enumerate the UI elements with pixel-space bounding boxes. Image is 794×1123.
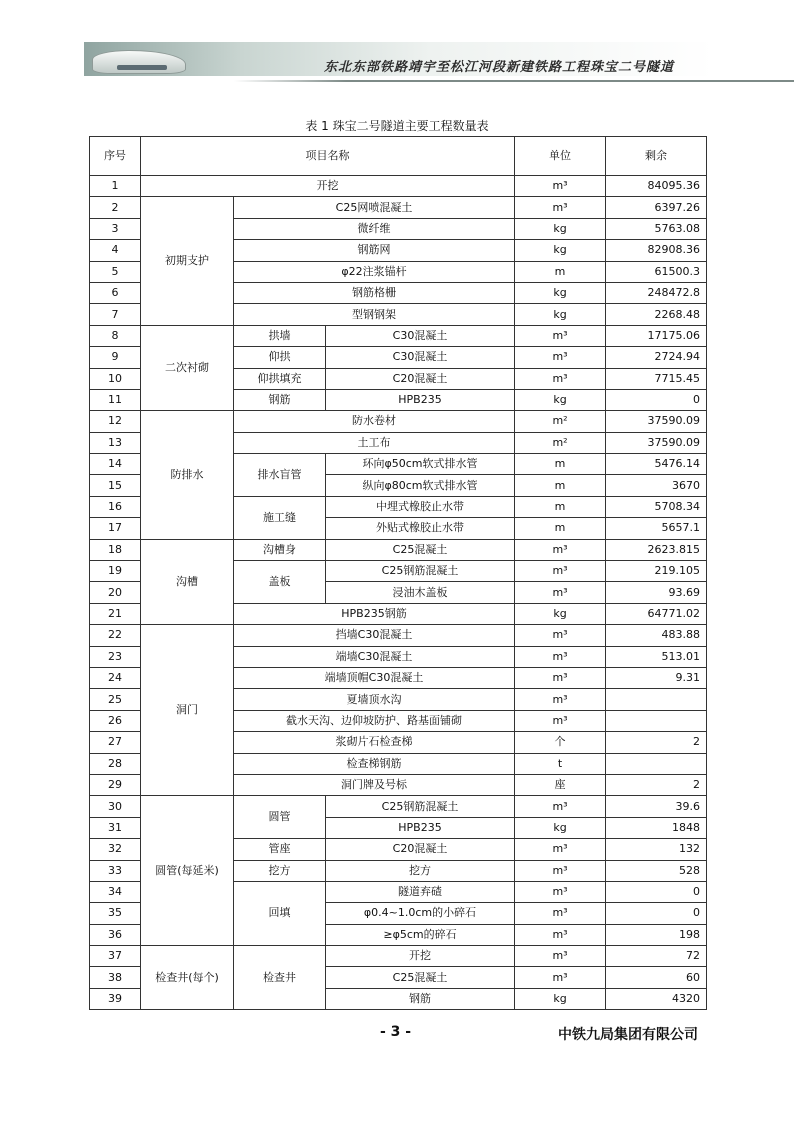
table-header-row xyxy=(90,137,707,176)
row-no: 22 xyxy=(90,625,141,646)
remaining: 60 xyxy=(606,967,707,988)
remaining: 3670 xyxy=(606,475,707,496)
col-header-no: 序号 xyxy=(90,137,141,176)
unit: m xyxy=(515,496,606,517)
unit: m³ xyxy=(515,561,606,582)
unit: 座 xyxy=(515,774,606,795)
item-material: 隧道弃碴 xyxy=(326,881,515,902)
row-no: 14 xyxy=(90,454,141,475)
item-material: HPB235 xyxy=(326,817,515,838)
item-material: ≥φ5cm的碎石 xyxy=(326,924,515,945)
row-no: 1 xyxy=(90,176,141,197)
row-no: 23 xyxy=(90,646,141,667)
unit: m³ xyxy=(515,646,606,667)
row-no: 33 xyxy=(90,860,141,881)
remaining xyxy=(606,710,707,731)
remaining: 2 xyxy=(606,732,707,753)
subgroup-label: 盖板 xyxy=(234,561,326,604)
remaining: 5476.14 xyxy=(606,454,707,475)
unit: m² xyxy=(515,432,606,453)
item-name: 端墙C30混凝土 xyxy=(234,646,515,667)
remaining xyxy=(606,689,707,710)
unit: m³ xyxy=(515,689,606,710)
item-material: 外贴式橡胶止水带 xyxy=(326,518,515,539)
item-material: 纵向φ80cm软式排水管 xyxy=(326,475,515,496)
item-part: 沟槽身 xyxy=(234,539,326,560)
row-no: 39 xyxy=(90,988,141,1009)
item-material: 环向φ50cm软式排水管 xyxy=(326,454,515,475)
row-no: 18 xyxy=(90,539,141,560)
group-label: 检查井(每个) xyxy=(141,946,234,1010)
item-name: HPB235钢筋 xyxy=(234,603,515,624)
unit: m xyxy=(515,261,606,282)
row-no: 7 xyxy=(90,304,141,325)
group-label: 防排水 xyxy=(141,411,234,539)
row-no: 5 xyxy=(90,261,141,282)
row-no: 34 xyxy=(90,881,141,902)
col-header-item: 项目名称 xyxy=(141,137,515,176)
item-part: 钢筋 xyxy=(234,389,326,410)
group-label: 二次衬砌 xyxy=(141,325,234,411)
row-no: 19 xyxy=(90,561,141,582)
remaining xyxy=(606,753,707,774)
unit: kg xyxy=(515,218,606,239)
remaining: 219.105 xyxy=(606,561,707,582)
remaining: 39.6 xyxy=(606,796,707,817)
remaining: 513.01 xyxy=(606,646,707,667)
subgroup-label: 排水盲管 xyxy=(234,454,326,497)
remaining: 72 xyxy=(606,946,707,967)
item-part: 仰拱 xyxy=(234,347,326,368)
subgroup-label: 圆管 xyxy=(234,796,326,839)
table-row xyxy=(90,539,707,560)
table-row xyxy=(90,176,707,197)
row-no: 37 xyxy=(90,946,141,967)
unit: kg xyxy=(515,988,606,1009)
header-title: 东北东部铁路靖宇至松江河段新建铁路工程珠宝二号隧道 xyxy=(323,60,674,75)
item-material: 开挖 xyxy=(326,946,515,967)
item-material: C20混凝土 xyxy=(326,839,515,860)
unit: m³ xyxy=(515,839,606,860)
remaining: 61500.3 xyxy=(606,261,707,282)
item-name: 土工布 xyxy=(234,432,515,453)
group-label: 洞门 xyxy=(141,625,234,796)
unit: m xyxy=(515,454,606,475)
unit: m³ xyxy=(515,582,606,603)
item-name: 防水卷材 xyxy=(234,411,515,432)
item-name: 挡墙C30混凝土 xyxy=(234,625,515,646)
row-no: 4 xyxy=(90,240,141,261)
table-caption: 表 1 珠宝二号隧道主要工程数量表 xyxy=(305,119,489,133)
unit: m³ xyxy=(515,924,606,945)
unit: m³ xyxy=(515,347,606,368)
row-no: 36 xyxy=(90,924,141,945)
header-divider xyxy=(234,80,794,82)
unit: m³ xyxy=(515,967,606,988)
row-no: 24 xyxy=(90,667,141,688)
row-no: 17 xyxy=(90,518,141,539)
unit: m³ xyxy=(515,325,606,346)
table-row xyxy=(90,946,707,967)
remaining: 2 xyxy=(606,774,707,795)
unit: m xyxy=(515,475,606,496)
item-material: 中埋式橡胶止水带 xyxy=(326,496,515,517)
subgroup-label: 检查井 xyxy=(234,946,326,1010)
remaining: 9.31 xyxy=(606,667,707,688)
remaining: 248472.8 xyxy=(606,282,707,303)
remaining: 7715.45 xyxy=(606,368,707,389)
item-material: C25钢筋混凝土 xyxy=(326,561,515,582)
table-row xyxy=(90,796,707,817)
item-part: 仰拱填充 xyxy=(234,368,326,389)
item-name: 浆砌片石检查梯 xyxy=(234,732,515,753)
page-number: - 3 - xyxy=(380,1024,412,1040)
table-row xyxy=(90,411,707,432)
item-material: HPB235 xyxy=(326,389,515,410)
item-name: 夏墙顶水沟 xyxy=(234,689,515,710)
row-no: 9 xyxy=(90,347,141,368)
remaining: 0 xyxy=(606,881,707,902)
group-label: 圆管(每延米) xyxy=(141,796,234,946)
remaining: 0 xyxy=(606,903,707,924)
unit: 个 xyxy=(515,732,606,753)
remaining: 6397.26 xyxy=(606,197,707,218)
item-material: C25钢筋混凝土 xyxy=(326,796,515,817)
unit: kg xyxy=(515,817,606,838)
group-label: 初期支护 xyxy=(141,197,234,325)
item-name: 开挖 xyxy=(141,176,515,197)
unit: m² xyxy=(515,411,606,432)
item-name: 截水天沟、边仰坡防护、路基面铺砌 xyxy=(234,710,515,731)
item-name: 洞门牌及号标 xyxy=(234,774,515,795)
table-row xyxy=(90,197,707,218)
unit: m³ xyxy=(515,667,606,688)
col-header-unit: 单位 xyxy=(515,137,606,176)
item-material: C30混凝土 xyxy=(326,347,515,368)
col-header-remaining: 剩余 xyxy=(606,137,707,176)
item-material: φ0.4~1.0cm的小碎石 xyxy=(326,903,515,924)
row-no: 20 xyxy=(90,582,141,603)
quantity-table xyxy=(89,136,707,1010)
row-no: 16 xyxy=(90,496,141,517)
unit: m³ xyxy=(515,710,606,731)
row-no: 35 xyxy=(90,903,141,924)
subgroup-label: 施工缝 xyxy=(234,496,326,539)
unit: kg xyxy=(515,389,606,410)
remaining: 17175.06 xyxy=(606,325,707,346)
remaining: 93.69 xyxy=(606,582,707,603)
unit: m³ xyxy=(515,176,606,197)
item-material: C25混凝土 xyxy=(326,539,515,560)
remaining: 64771.02 xyxy=(606,603,707,624)
remaining: 5708.34 xyxy=(606,496,707,517)
unit: m xyxy=(515,518,606,539)
company-name: 中铁九局集团有限公司 xyxy=(558,1027,698,1043)
item-name: 钢筋网 xyxy=(234,240,515,261)
row-no: 2 xyxy=(90,197,141,218)
remaining: 2724.94 xyxy=(606,347,707,368)
remaining: 1848 xyxy=(606,817,707,838)
row-no: 25 xyxy=(90,689,141,710)
item-material: 钢筋 xyxy=(326,988,515,1009)
unit: m³ xyxy=(515,796,606,817)
item-name: 检查梯钢筋 xyxy=(234,753,515,774)
item-material: C30混凝土 xyxy=(326,325,515,346)
row-no: 38 xyxy=(90,967,141,988)
item-name: 端墙顶帽C30混凝土 xyxy=(234,667,515,688)
unit: m³ xyxy=(515,881,606,902)
item-part: 管座 xyxy=(234,839,326,860)
remaining: 2623.815 xyxy=(606,539,707,560)
table-row xyxy=(90,325,707,346)
row-no: 13 xyxy=(90,432,141,453)
unit: m³ xyxy=(515,368,606,389)
unit: m³ xyxy=(515,860,606,881)
unit: m³ xyxy=(515,197,606,218)
unit: kg xyxy=(515,282,606,303)
row-no: 27 xyxy=(90,732,141,753)
subgroup-label: 回填 xyxy=(234,881,326,945)
group-label: 沟槽 xyxy=(141,539,234,625)
row-no: 8 xyxy=(90,325,141,346)
row-no: 15 xyxy=(90,475,141,496)
remaining: 37590.09 xyxy=(606,432,707,453)
remaining: 132 xyxy=(606,839,707,860)
item-material: 浸油木盖板 xyxy=(326,582,515,603)
item-material: C25混凝土 xyxy=(326,967,515,988)
row-no: 26 xyxy=(90,710,141,731)
row-no: 10 xyxy=(90,368,141,389)
unit: m³ xyxy=(515,539,606,560)
row-no: 21 xyxy=(90,603,141,624)
table-row xyxy=(90,625,707,646)
unit: kg xyxy=(515,240,606,261)
item-part: 挖方 xyxy=(234,860,326,881)
item-name: 钢筋格栅 xyxy=(234,282,515,303)
row-no: 11 xyxy=(90,389,141,410)
unit: t xyxy=(515,753,606,774)
remaining: 84095.36 xyxy=(606,176,707,197)
row-no: 29 xyxy=(90,774,141,795)
remaining: 528 xyxy=(606,860,707,881)
page-header xyxy=(84,36,714,84)
item-name: φ22注浆锚杆 xyxy=(234,261,515,282)
remaining: 5657.1 xyxy=(606,518,707,539)
row-no: 30 xyxy=(90,796,141,817)
unit: m³ xyxy=(515,946,606,967)
item-material: C20混凝土 xyxy=(326,368,515,389)
row-no: 31 xyxy=(90,817,141,838)
item-material: 挖方 xyxy=(326,860,515,881)
item-name: 型钢钢架 xyxy=(234,304,515,325)
remaining: 483.88 xyxy=(606,625,707,646)
row-no: 32 xyxy=(90,839,141,860)
remaining: 37590.09 xyxy=(606,411,707,432)
remaining: 2268.48 xyxy=(606,304,707,325)
remaining: 0 xyxy=(606,389,707,410)
unit: kg xyxy=(515,603,606,624)
row-no: 28 xyxy=(90,753,141,774)
item-name: 微纤维 xyxy=(234,218,515,239)
item-part: 拱墙 xyxy=(234,325,326,346)
unit: kg xyxy=(515,304,606,325)
row-no: 12 xyxy=(90,411,141,432)
unit: m³ xyxy=(515,903,606,924)
row-no: 6 xyxy=(90,282,141,303)
remaining: 82908.36 xyxy=(606,240,707,261)
remaining: 4320 xyxy=(606,988,707,1009)
unit: m³ xyxy=(515,625,606,646)
remaining: 198 xyxy=(606,924,707,945)
item-name: C25网喷混凝土 xyxy=(234,197,515,218)
remaining: 5763.08 xyxy=(606,218,707,239)
train-image xyxy=(92,50,186,74)
row-no: 3 xyxy=(90,218,141,239)
